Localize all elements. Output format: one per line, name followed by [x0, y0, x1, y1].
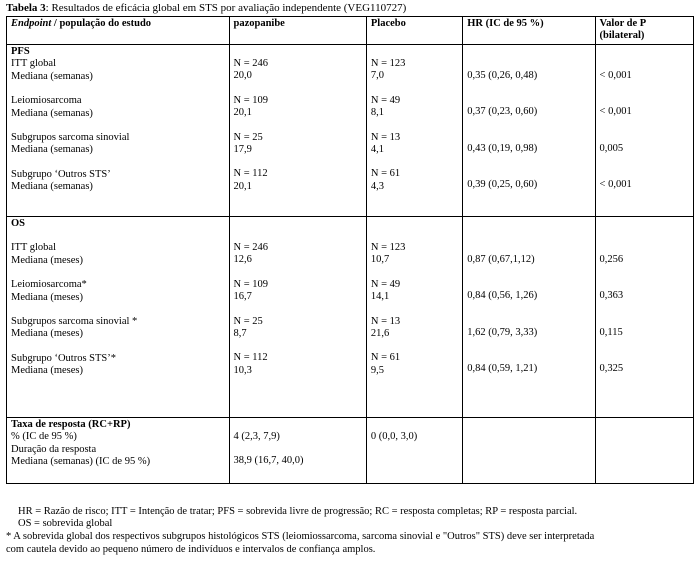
pfs-r1-paz2: 20,1	[233, 107, 252, 119]
pfs-r0-pla1: N = 123	[370, 58, 406, 69]
header-endpoint-em: Endpoint	[11, 18, 52, 29]
pfs-r1-pla1: N = 49	[370, 94, 401, 106]
pfs-r3-pla2: 4,3	[370, 180, 385, 192]
resp-paz1: 4 (2,3, 7,9)	[233, 431, 280, 442]
os-r2-paz1: N = 25	[233, 315, 263, 327]
os-col-pazopanibe	[229, 217, 366, 418]
resp-l2: Duração da resposta	[11, 443, 97, 455]
pfs-r1-l1: Leiomiosarcoma	[11, 95, 82, 107]
pfs-r0-l1: ITT global	[11, 58, 57, 70]
pfs-r2-pla1: N = 13	[370, 131, 401, 143]
os-r3-pla1: N = 61	[370, 352, 401, 364]
os-r1-l1: Leiomiosarcoma*	[11, 279, 87, 291]
os-r0-pla2: 10,7	[370, 254, 390, 266]
os-r0-hr: 0,87 (0,67,1,12)	[467, 254, 535, 265]
resp-col-pazopanibe	[229, 418, 366, 484]
pfs-r1-pla2: 8,1	[370, 107, 385, 119]
os-r3-pla2: 9,5	[370, 364, 385, 376]
os-r2-paz2: 8,7	[233, 328, 247, 340]
pfs-r2-l1: Subgrupos sarcoma sinovial	[11, 132, 130, 144]
pfs-col-p	[595, 45, 693, 217]
os-section	[7, 217, 694, 418]
os-col-p	[595, 217, 693, 418]
os-r0-l2: Mediana (meses)	[11, 254, 84, 266]
os-r0-l1: ITT global	[11, 242, 57, 254]
os-r0-p: 0,256	[599, 254, 624, 265]
os-r2-pla1: N = 13	[370, 315, 401, 327]
os-r2-l1: Subgrupos sarcoma sinovial *	[11, 316, 138, 328]
pfs-r2-paz1: N = 25	[233, 131, 263, 143]
os-r2-l2: Mediana (meses)	[11, 328, 84, 340]
pfs-r2-paz2: 17,9	[233, 144, 252, 156]
pfs-r2-pla2: 4,1	[370, 144, 385, 156]
table-caption	[6, 2, 406, 14]
os-r2-pla2: 21,6	[370, 328, 390, 340]
resp-col-hr	[463, 418, 595, 484]
os-col-endpoint	[7, 217, 230, 418]
resp-col-endpoint	[7, 418, 230, 484]
os-r3-paz1: N = 112	[233, 352, 268, 364]
response-section	[7, 418, 694, 484]
pfs-r3-p: < 0,001	[599, 179, 632, 191]
header-p-value	[595, 17, 693, 45]
os-r0-paz2: 12,6	[233, 254, 252, 266]
os-r3-hr: 0,84 (0,59, 1,21)	[467, 363, 538, 375]
os-title: OS	[11, 218, 26, 229]
pfs-col-endpoint	[7, 45, 230, 217]
pfs-r0-hr: 0,35 (0,26, 0,48)	[467, 70, 538, 81]
resp-l3: Mediana (semanas) (IC de 95 %)	[11, 456, 151, 468]
os-r1-l2: Mediana (meses)	[11, 291, 84, 303]
header-placebo: Placebo	[366, 17, 462, 45]
os-r1-pla2: 14,1	[370, 291, 390, 303]
os-r1-pla1: N = 49	[370, 278, 401, 290]
pfs-r3-paz1: N = 112	[233, 168, 268, 180]
pfs-r2-p: 0,005	[599, 142, 624, 154]
footnote-star-1: * A sobrevida global dos respectivos subgrupos histológicos STS (leiomiossarcoma, sarcoma sinovial e "Outros" STS) deve ser interpretada	[6, 531, 595, 542]
pfs-r3-l2: Mediana (semanas)	[11, 181, 93, 193]
header-endpoint	[7, 17, 230, 45]
pfs-col-pazopanibe	[229, 45, 366, 217]
resp-col-p	[595, 418, 693, 484]
pfs-r3-l1: Subgrupo ‘Outros STS’	[11, 168, 111, 180]
pfs-r2-l2: Mediana (semanas)	[11, 144, 93, 156]
os-r0-paz1: N = 246	[233, 242, 269, 253]
os-r3-l2: Mediana (meses)	[11, 365, 84, 377]
pfs-r3-pla1: N = 61	[370, 168, 401, 180]
header-hr: HR (IC de 95 %)	[463, 17, 595, 45]
table-header-row	[7, 17, 694, 45]
pfs-r1-l2: Mediana (semanas)	[11, 107, 93, 119]
table-caption-text: : Resultados de eficácia global em STS por avaliação independente (VEG110727)	[45, 2, 407, 14]
os-r1-paz2: 16,7	[233, 291, 252, 303]
header-p-line2: (bilateral)	[599, 30, 645, 42]
pfs-r0-l2: Mediana (semanas)	[11, 70, 93, 82]
header-endpoint-rest: / população do estudo	[51, 18, 152, 29]
os-r0-pla1: N = 123	[370, 242, 406, 253]
footnote-star-2: com cautela devido ao pequeno número de indivíduos e intervalos de confiança amplos.	[6, 544, 376, 555]
pfs-r0-paz1: N = 246	[233, 58, 269, 69]
pfs-r1-hr: 0,37 (0,23, 0,60)	[467, 106, 538, 118]
os-r1-p: 0,363	[599, 290, 624, 302]
footnote-abbrev-2: OS = sobrevida global	[18, 518, 113, 529]
pfs-title: PFS	[11, 46, 30, 57]
efficacy-results-table	[6, 16, 694, 484]
os-r1-paz1: N = 109	[233, 278, 269, 290]
header-p-line1: Valor de P	[599, 18, 647, 29]
os-r3-p: 0,325	[599, 363, 624, 375]
os-r3-paz2: 10,3	[233, 364, 252, 376]
resp-l1: % (IC de 95 %)	[11, 431, 77, 443]
table-caption-label: Tabela 3	[6, 2, 46, 14]
resp-title: Taxa de resposta (RC+RP)	[11, 419, 131, 430]
os-r1-hr: 0,84 (0,56, 1,26)	[467, 290, 538, 302]
pfs-r0-paz2: 20,0	[233, 70, 252, 82]
header-pazopanibe: pazopanibe	[229, 17, 366, 45]
resp-col-placebo	[366, 418, 462, 484]
pfs-r1-p: < 0,001	[599, 106, 632, 118]
resp-paz3: 38,9 (16,7, 40,0)	[233, 455, 304, 467]
os-r2-p: 0,115	[599, 326, 623, 338]
pfs-r1-paz1: N = 109	[233, 94, 269, 106]
pfs-r0-p: < 0,001	[599, 70, 632, 81]
pfs-r0-pla2: 7,0	[370, 70, 385, 82]
footnote-abbrev-1: HR = Razão de risco; ITT = Intenção de tratar; PFS = sobrevida livre de progressão; RC = resposta completas; RP = resposta parcial.	[18, 506, 578, 517]
pfs-r3-paz2: 20,1	[233, 180, 252, 192]
os-r3-l1: Subgrupo ‘Outros STS’*	[11, 352, 117, 364]
os-col-placebo	[366, 217, 462, 418]
pfs-col-placebo	[366, 45, 462, 217]
os-col-hr	[463, 217, 595, 418]
resp-pla1: 0 (0,0, 3,0)	[370, 431, 418, 442]
pfs-r2-hr: 0,43 (0,19, 0,98)	[467, 142, 538, 154]
pfs-col-hr	[463, 45, 595, 217]
pfs-section	[7, 45, 694, 217]
os-r2-hr: 1,62 (0,79, 3,33)	[467, 326, 538, 338]
pfs-r3-hr: 0,39 (0,25, 0,60)	[467, 179, 538, 191]
